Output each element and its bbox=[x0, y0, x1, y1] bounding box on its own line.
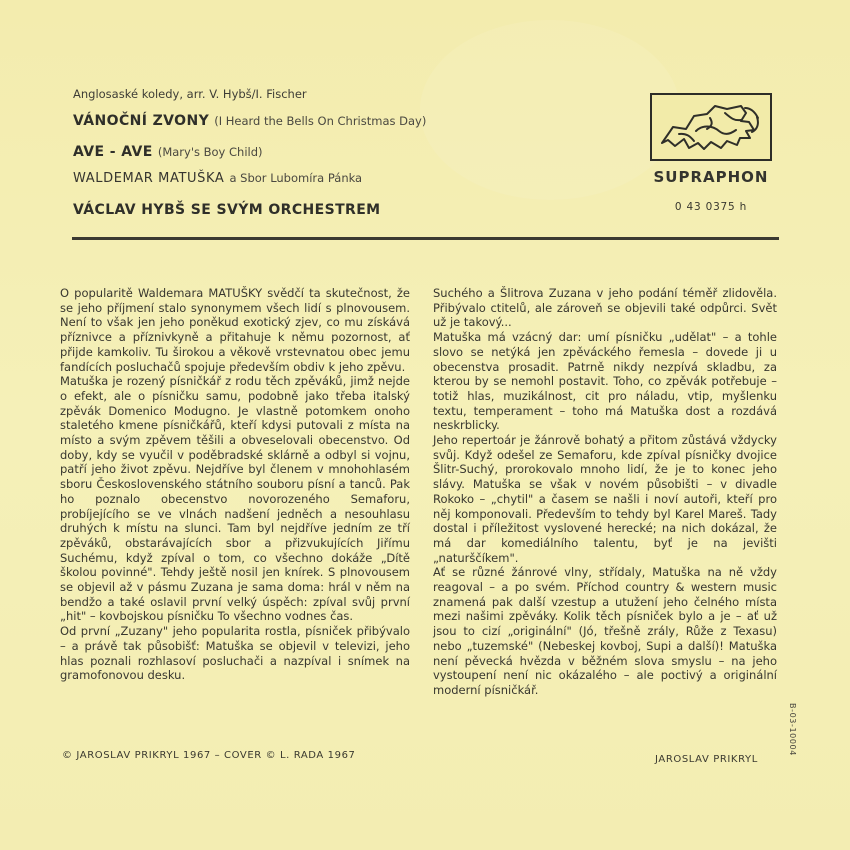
performer-subtitle: a Sbor Lubomíra Pánka bbox=[229, 171, 363, 185]
orchestra-line bbox=[73, 199, 543, 218]
liner-paragraph: Ať se různé žánrové vlny, střídaly, Matuška na ně vždy reagoval – a po svém. Příchod country & western music znamená pak další vzestup a utužení jeho čelného místa mezi našimi zpěváky. Kolik těch písniček bylo a je – ať už jsou to cizí „originální" (Jó, třešně zrály, Růže z Texasu) nebo „tuzemské" (Nebeskej kovboj, Supi a další)! Matuška není pěvecká hvězda v běžném slova smyslu – na jeho vystoupení není nic okázalého – ale poctivý a originální moderní písničkář. bbox=[433, 565, 777, 697]
liner-notes-left-column bbox=[60, 286, 410, 683]
liner-paragraph: Jeho repertoár je žánrově bohatý a přitom zůstává vždycky svůj. Když odešel ze Semaforu, kde zpíval písničky dvojice Šlitr-Suchý, prorokovalo mnoho lidí, že je to konec jeho slávy. Matuška se však v novém působišti – v divadle Rokoko – „chytil" a časem se našli i noví autoři, kteří pro něj komponovali. Především to tehdy byl Karel Mareš. Tady dostal i příležitost vyslovené herecké; na nich dokázal, že má dar komediálního talentu, byť je na jevišti „naturščíkem". bbox=[433, 433, 777, 565]
side-code: B-03-10004 bbox=[788, 703, 797, 756]
liner-paragraph: O popularitě Waldemara MATUŠKY svědčí ta skutečnost, že se jeho příjmení stalo synonymem všech lidí s plnovousem. Není to však jen jeho poněkud exotický zjev, co mu získává příznivce a příznivkyně a přitahuje k němu pozornost, ať přijde kamkoliv. Tu širokou a věkově vrstevnatou obec jemu fandících posluchačů spojuje především obdiv k jeho zpěvu. bbox=[60, 286, 410, 374]
orchestra-name: VÁCLAV HYBŠ SE SVÝM ORCHESTREM bbox=[73, 202, 381, 218]
track2-subtitle: (Mary's Boy Child) bbox=[157, 145, 263, 159]
liner-paragraph: Od první „Zuzany" jeho popularita rostla, písniček přibývalo – a právě tak působišť: Matuška se objevil v televizi, jeho hlas poznali rozhlasoví posluchači a nazpíval i snímek na gramofonovou desku. bbox=[60, 624, 410, 683]
credits-line: Anglosaské koledy, arr. V. Hybš/I. Fischer bbox=[73, 87, 307, 101]
brand-name: SUPRAPHON bbox=[653, 168, 769, 186]
track1-subtitle: (I Heard the Bells On Christmas Day) bbox=[214, 114, 427, 128]
performer-name: WALDEMAR MATUŠKA bbox=[73, 171, 225, 186]
liner-notes-right-column bbox=[433, 286, 777, 698]
lion-logo-icon bbox=[655, 98, 767, 156]
track1-title: VÁNOČNÍ ZVONY bbox=[73, 113, 210, 129]
supraphon-logo bbox=[650, 93, 772, 161]
liner-paragraph: Matuška je rozený písničkář z rodu těch zpěváků, jimž nejde o efekt, ale o písničku samu, podobně jako třeba italský zpěvák Domenico Modugno. Je vlastně potomkem onoho staletého kmene písničkářů, kteří kdysi putovali z místa na místo a svým zpěvem těšili a obveselovali obecenstvo. Od doby, kdy se vyučil v poděbradské sklárně a odbyl si vojnu, patří jeho život zpěvu. Nejdříve byl členem v mnohohlasém sboru Československého státního souboru písní a tanců. Pak ho poznalo obecenstvo novorozeného Semaforu, probíjejícího se ve vlnách nadšení jedněch a nesouhlasu druhých k místu na slunci. Tam byl nejdříve jedním ze tří zpěváků, obstarávajících sbor a přizvukujících Jiřímu Suchému, když zpíval o tom, co všechno dokáže „Dítě školou povinné". Tehdy ještě nosil jen knírek. S plnovousem se objevil až v pásmu Zuzana je sama doma: hrál v něm na bendžo a také oslavil první velký úspěch: zpíval svůj první „hit" – kovbojskou písničku To všechno vodnes čas. bbox=[60, 374, 410, 624]
performer-line bbox=[73, 167, 543, 186]
track2-title: AVE - AVE bbox=[73, 144, 153, 160]
footer-author: JAROSLAV PRIKRYL bbox=[655, 754, 758, 765]
liner-paragraph: Suchého a Šlitrova Zuzana v jeho podání téměř zlidověla. Přibývalo ctitelů, ale zároveň se objevili také odpůrci. Svět už je takový... bbox=[433, 286, 777, 330]
footer-copyright: © JAROSLAV PRIKRYL 1967 – COVER © L. RADA 1967 bbox=[62, 750, 356, 761]
liner-paragraph: Matuška má vzácný dar: umí písničku „udělat" – a tohle slovo se netýká jen zpěváckého řemesla – dovede ji u obecenstva prosadit. Patrně nikdy nezpívá skladbu, za kterou by se nemohl postavit. Toho, co zpěvák potřebuje – totiž hlas, muzikálnost, cit pro náladu, vtip, myšlenku textu, temperament – toho má Matuška dost a rozdává neskrblicky. bbox=[433, 330, 777, 433]
track1-line bbox=[73, 110, 543, 129]
header-divider bbox=[72, 237, 779, 240]
catalog-number: 0 43 0375 h bbox=[674, 201, 748, 213]
track2-line bbox=[73, 141, 543, 160]
